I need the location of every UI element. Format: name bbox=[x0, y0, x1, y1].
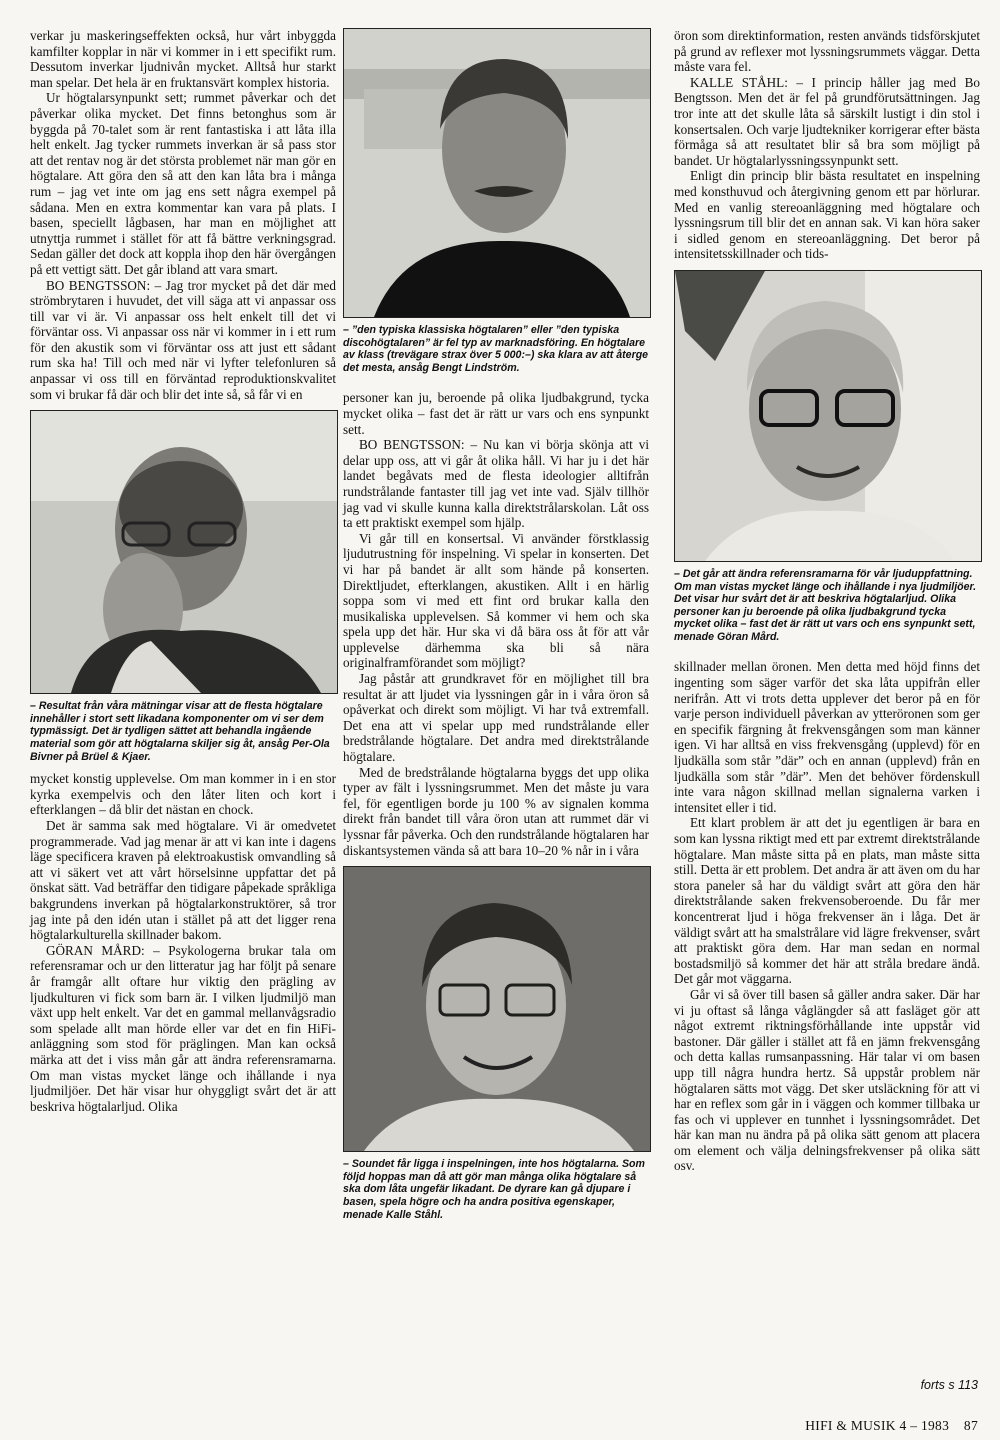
paragraph: Ur högtalarsynpunkt sett; rummet påverkar och det påverkar olika mycket. Det finns betonghus som är byggda på 70-talet som är rent fantastiska i att låta illa helt enkelt. Jag tycker rummets inverkan är så pass stor att det rentav nog är det största problemet när man gör en högtalare. Att göra den så att den kan låta bra i många rum – jag vet inte om jag ens sett några exempel på sådana. Men en extra kommentar kan vara på plats. I basen, speciellt lågbasen, har man en möjlighet att utnyttja rummet i stället för att få bättre verkningsgrad. Sedan gäller det dock att koppla ihop den här övergången på ett vettigt sätt. Det går ibland att vara smart. bbox=[30, 90, 336, 277]
column-2 bbox=[343, 28, 649, 1229]
paragraph: Går vi så över till basen så gäller andra saker. Där har vi ju oftast så långa våglängder så att fasläget gör att något extremt riktningsförhållande inte uppstår vid bastoner. Där gäller i stället att få en jämn frekvensgång och detta kallas rumsanpassning. Här talar vi om basen upp till några hundra hertz. Så uppstår problem när högtalaren sätts mot vägg. Det sker utsläckning för att vi har en reflex som går in i väggen och kommer tillbaka ur fas och vi upplever en tunnhet i lyssningsområdet. Det här kan man nu ändra på på olika sätt genom att placera om element och välja delningsfrekvenser på olika sätt osv. bbox=[674, 986, 980, 1174]
paragraph: Enligt din princip blir bästa resultatet en inspelning med konsthuvud och återgivning genom ett par hörlurar. Med en vanlig stereoanläggning med högtalare och lyssningsrum till blir det en annan sak. Vi kan höra saker i sidled genom en stereoanläggning. Det beror på intensitetsskillnader och tids- bbox=[674, 168, 980, 262]
paragraph: Ett klart problem är att det ju egentligen är bara en som kan lyssna riktigt med ett par extremt direktstrålande högtalare. Man måste sitta på en plats, man måste sitta still. Detta är ett problem. Det andra är att även om du har stora paneler så har du väldigt svårt att göra den här direktstrålande saken frekvensoberoende. Du får mer koncentrerat ljud i höga frekvenser än i låga. Det är väldigt svårt att ha smalstrålare vid lägre frekvenser, svårt att praktiskt göra dem. Har man sedan en normal bostadsmiljö så kommer det här att stråla bredare ändå. Det går mot väggarna. bbox=[674, 815, 980, 987]
paragraph: BO BENGTSSON: – Nu kan vi börja skönja att vi delar upp oss, att vi går åt olika håll. Vi har ju i det här landet begåvats med de flesta ideologier alltifrån rundstrålande fantaster till jag vet inte vad. Själv tillhör jag vad vi skulle kunna kalla direktstrålarskolan. Låt oss ta ett praktiskt exempel som hjälp. bbox=[343, 437, 649, 531]
magazine-issue: HIFI & MUSIK 4 – 1983 bbox=[805, 1418, 950, 1433]
paragraph: BO BENGTSSON: – Jag tror mycket på det där med strömbrytaren i huvudet, det vill säga att vi anpassar oss till var vi är. Vi anpassar oss helt enkelt till det vi förväntar oss. Vi anpassar oss när vi kommer in i ett rum för den akustik som vi förväntar oss att just ett sådant rum ska ha! Till och med när vi lyfter telefonluren så anpassar vi oss till en förväntad reproduktionskvalitet som vi brukar få där och blir det inte så, så får vi en bbox=[30, 277, 336, 402]
paragraph: Med de bredstrålande högtalarna byggs det upp olika typer av fält i lyssningsrummet. Men det måste ju vara fel, för egentligen borde ju 100 % av signalen komma direkt från bandet till våra öron utan att rummet där vi lyssnar får påverka. Och den rundstrålande högtalaren har diskantsystemen vända så att bara 10–20 % når in i våra bbox=[343, 764, 649, 858]
paragraph: KALLE STÅHL: – I princip håller jag med Bo Bengtsson. Men det är fel på grundförutsättningen. Jag tror inte att det skulle låta så särskilt lustigt i din stol i konsertsalen. Och varje ljudtekniker korrigerar efter bästa förmåga så att resultatet blir så bra som möjligt på bandet. Ur högtalarlyssningssynpunkt sett. bbox=[674, 74, 980, 168]
photo-caption: – Det går att ändra referensramarna för vår ljuduppfattning. Om man vistas mycket länge och ihållande i nya ljudmiljöer. Det visar hur svårt det är att beskriva högtalarljud. Olika personer kan ju beroende på olika ljudbakgrund tycka mycket olika – fast det är rätt ut vars och ens synpunkt sett, menade Göran Mård. bbox=[674, 567, 977, 643]
photo-caption: – ”den typiska klassiska högtalaren” eller ”den typiska discohögtalaren” är fel typ av marknadsföring. En högtalare av klass (trevägare strax över 5 000:–) ska klara av att återge det mesta, ansåg Bengt Lindström. bbox=[343, 324, 649, 374]
paragraph: Vi går till en konsertsal. Vi använder förstklassig ljudutrustning för inspelning. Vi spelar in konserten. Det vi har på bandet är allt som hände på konserten. Direktljudet, efterklangen, akustiken. Allt i en härlig soppa som vi med ett fint ord brukar kalla den musikaliska upplevelsen. Så kommer vi hem och ska spela upp det här. Hur ska vi då bära oss åt för att vår upplevelse därhemma ska bli så nära originalframförandet som möjligt? bbox=[343, 530, 649, 671]
photo-bengt-lindstrom bbox=[343, 28, 651, 318]
continued-note: forts s 113 bbox=[920, 1378, 978, 1392]
paragraph: öron som direktinformation, resten används tidsförskjutet på grund av reflexer mot lyssningsrummets väggar. Detta måste vara fel. bbox=[674, 28, 980, 75]
paragraph: verkar ju maskeringseffekten också, hur vårt inbyggda kamfilter kopplar in när vi kommer in i ett specifikt rum. Dessutom inverkar ljudnivån mycket. Alltså hur starkt man spelar. Det hela är en fruktansvärt komplex historia. bbox=[30, 28, 336, 90]
photo-caption: – Resultat från våra mätningar visar att de flesta högtalare innehåller i stort sett likadana komponenter om vi ser dem typmässigt. Det är tydligen sättet att behandla ingående material som gör att högtalarna skiljer sig åt, ansåg Per-Ola Bivner på Brüel & Kjaer. bbox=[30, 700, 330, 763]
paragraph: personer kan ju, beroende på olika ljudbakgrund, tycka mycket olika – fast det är rätt ur vars och ens synpunkt sett. bbox=[343, 390, 649, 437]
photo-kalle-stahl bbox=[343, 866, 651, 1152]
photo-per-ola-bivner bbox=[30, 410, 338, 694]
photo-caption: – Soundet får ligga i inspelningen, inte hos högtalarna. Som följd hoppas man då att gör man många olika högtalare så ska dom låta ungefär likadant. De dyrare kan gå djupare i basen, spela högre och ha andra positiva egenskaper, menade Kalle Ståhl. bbox=[343, 1158, 645, 1221]
page-number: 87 bbox=[963, 1418, 978, 1433]
paragraph: skillnader mellan öronen. Men detta med höjd finns det ingenting som säger varför det ska låta uppifrån eller nerifrån. Att vi trots detta upplever det beror på en för varje person individuell påverkan av ytteröronen som ger en specifik färgning åt frekvensgången som man känner igen. Vi har alltså en viss frekvensgång (upplevd) för en ljudkälla som står ”där” och en annan (upplevd) från en ljudkälla som står ”där”. Men det behöver fördenskull inte vara någon skillnad mellan signalerna varken i intensitet eller i tid. bbox=[674, 659, 980, 815]
paragraph: Jag påstår att grundkravet för en möjlighet till bra resultat är att ljudet via lyssningen går in i våra öron så opåverkat och direkt som möjligt. Vi har två extremfall. Det ena att vi spelar upp med rundstrålande eller bredstrålande högtalare. Det andra med direktstrålande högtalare. bbox=[343, 671, 649, 765]
page-footer bbox=[805, 1418, 978, 1434]
paragraph: mycket konstig upplevelse. Om man kommer in i en stor kyrka exempelvis och den låter liten och kort i efterklangen – då blir det nästan en chock. bbox=[30, 771, 336, 818]
paragraph: GÖRAN MÅRD: – Psykologerna brukar tala om referensramar och ur den litteratur jag har följt på senare år framgår allt oftare hur viktig den prägling av ljudkulturen vi fick som barn är. I vilken ljudmiljö man växt upp helt enkelt. Var det en gammal mellanvågsradio som spelade allt man hörde eller var det en fin HiFi-anläggning som stod för präglingen. Man kan också märka att det i viss mån går att ändra referensramarna. Om man vistas mycket länge och ihållande i nya ljudmiljöer. Det här visar hur ohyggligt svårt det är att beskriva högtalarljud. Olika bbox=[30, 942, 336, 1114]
paragraph: Det är samma sak med högtalare. Vi är omedvetet programmerade. Vad jag menar är att vi kan inte i dagens läge specificera kraven på elektroakustisk omvandling så att vi säkert vet att vårt hörselsinne uppfattar det på önskat sätt. Vad beträffar den tidigare påpekade språkliga bakgrundens inverkan på högtalarkonstruktörer, så tror jag inte på den idén utan i stället på att det ligger rena högtalarkulturella skillnader bakom. bbox=[30, 818, 336, 943]
photo-goran-mard bbox=[674, 270, 982, 562]
column-1 bbox=[30, 28, 336, 1114]
column-3 bbox=[674, 28, 980, 1174]
